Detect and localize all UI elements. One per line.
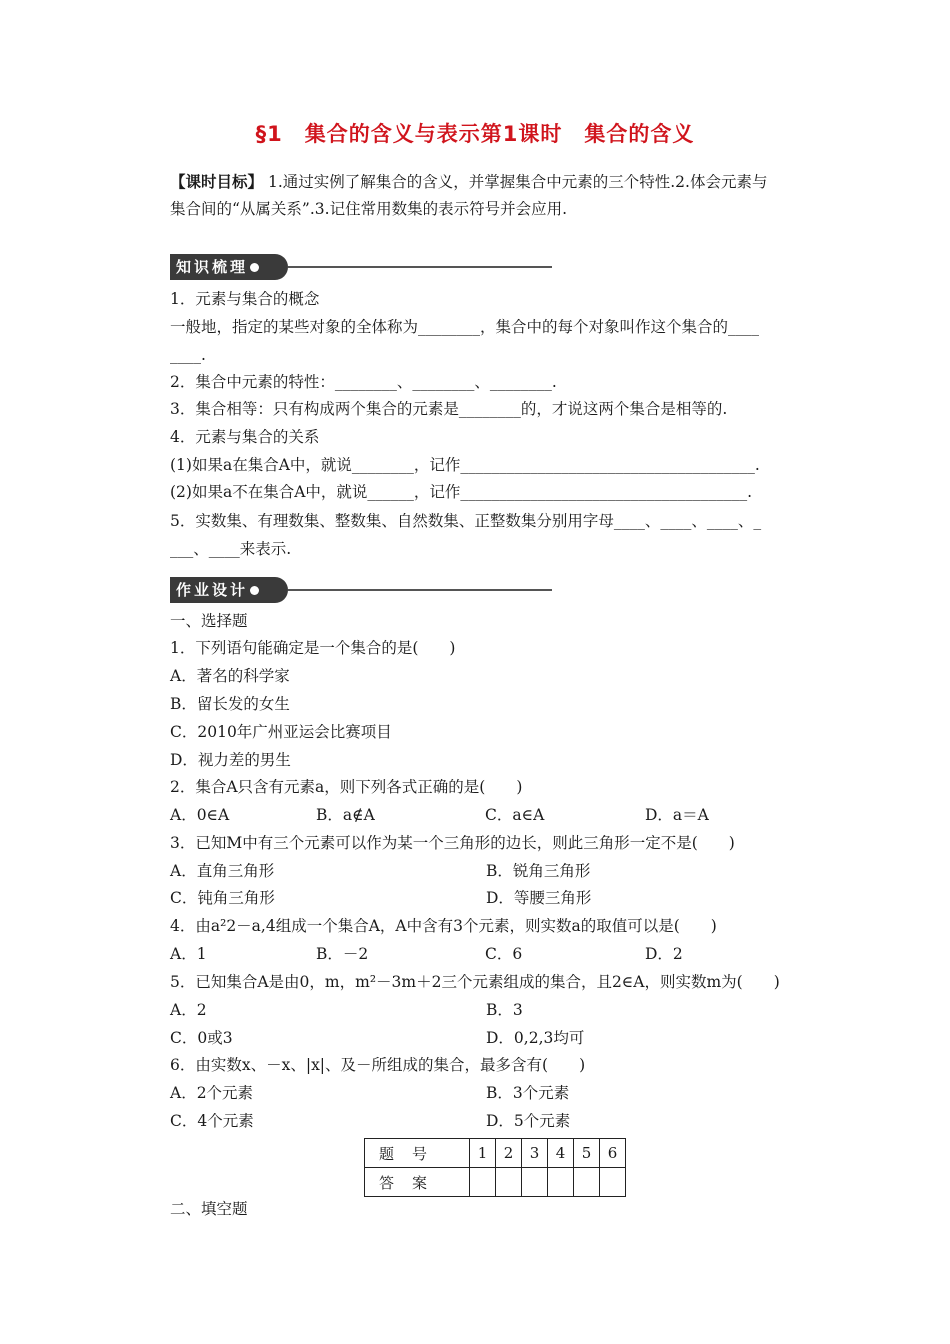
question-5: 5．已知集合A是由0，m，m²－3m＋2三个元素组成的集合，且2∈A，则实数m为( ) [170,973,780,991]
knowledge-line-10: ___、____来表示. [170,540,292,558]
q3-option-d: D．等腰三角形 [486,889,592,907]
q1-option-c: C．2010年广州亚运会比赛项目 [170,723,392,741]
q5-option-b: B．3 [486,1001,523,1019]
goals-line-1 [170,172,767,192]
banner-tab [170,577,288,603]
answer-cell-5[interactable] [574,1168,600,1197]
table-cell-number: 1 [470,1139,496,1168]
question-3: 3．已知M中有三个元素可以作为某一个三角形的边长，则此三角形一定不是( ) [170,834,735,852]
q5-option-a: A．2 [170,1001,207,1019]
q6-option-c: C．4个元素 [170,1112,254,1130]
q1-option-b: B．留长发的女生 [170,695,290,713]
table-cell-number: 6 [600,1139,626,1168]
q4-option-d: D．2 [645,945,683,963]
table-cell-number: 5 [574,1139,600,1168]
q4-option-c: C．6 [485,945,523,963]
q6-option-b: B．3个元素 [486,1084,570,1102]
knowledge-line-4: 2．集合中元素的特性：________、________、________. [170,373,557,391]
answer-cell-1[interactable] [470,1168,496,1197]
q6-option-d: D．5个元素 [486,1112,571,1130]
section-banner-homework [170,577,552,603]
question-2: 2．集合A只含有元素a，则下列各式正确的是( ) [170,778,523,796]
table-row [365,1168,626,1197]
question-4: 4．由a²2－a,4组成一个集合A，A中含有3个元素，则实数a的取值可以是( ) [170,917,717,935]
knowledge-line-9: 5．实数集、有理数集、整数集、自然数集、正整数集分别用字母____、____、____、_ [170,512,762,530]
q3-option-b: B．锐角三角形 [486,862,591,880]
knowledge-line-1: 1．元素与集合的概念 [170,290,320,308]
table-cell-number: 2 [496,1139,522,1168]
goals-text-1: 1.通过实例了解集合的含义，并掌握集合中元素的三个特性.2.体会元素与 [267,173,768,191]
dot-icon [250,586,259,595]
q1-option-a: A．著名的科学家 [170,667,290,685]
q4-option-b: B．－2 [316,945,369,963]
banner-rule [288,589,552,591]
answer-cell-3[interactable] [522,1168,548,1197]
banner-label: 知识梳理 [176,258,249,276]
answer-table [364,1138,626,1197]
knowledge-line-6: 4．元素与集合的关系 [170,428,320,446]
knowledge-line-3: ____. [170,346,206,364]
question-1: 1．下列语句能确定是一个集合的是( ) [170,639,456,657]
q4-option-a: A．1 [170,945,207,963]
table-head-question: 题号 [365,1139,470,1168]
banner-tab [170,254,288,280]
page-title: §1 集合的含义与表示第1课时 集合的含义 [255,122,695,146]
heading-choice: 一、选择题 [170,612,248,630]
q2-option-c: C．a∈A [485,806,545,824]
dot-icon [250,263,259,272]
q1-option-d: D．视力差的男生 [170,751,291,769]
answer-cell-2[interactable] [496,1168,522,1197]
q5-option-d: D．0,2,3均可 [486,1029,585,1047]
table-cell-number: 4 [548,1139,574,1168]
q3-option-a: A．直角三角形 [170,862,275,880]
banner-label: 作业设计 [176,581,249,599]
table-cell-number: 3 [522,1139,548,1168]
q2-option-a: A．0∈A [170,806,230,824]
heading-fill-blank: 二、填空题 [170,1200,248,1218]
answer-cell-4[interactable] [548,1168,574,1197]
goals-line-2: 集合间的“从属关系”.3.记住常用数集的表示符号并会应用. [170,200,567,218]
banner-rule [288,266,552,268]
section-banner-knowledge [170,254,552,280]
goals-label: 【课时目标】 [170,173,264,191]
question-6: 6．由实数x、－x、|x|、及－所组成的集合，最多含有( ) [170,1056,586,1074]
q5-option-c: C．0或3 [170,1029,233,1047]
table-head-answer: 答案 [365,1168,470,1197]
q3-option-c: C．钝角三角形 [170,889,275,907]
table-row [365,1139,626,1168]
knowledge-line-7: (1)如果a在集合A中，就说________，记作______________________________________. [170,456,760,474]
answer-cell-6[interactable] [600,1168,626,1197]
knowledge-line-8: (2)如果a不在集合A中，就说______，记作_____________________________________. [170,483,753,501]
q2-option-d: D．a＝A [645,806,709,824]
q6-option-a: A．2个元素 [170,1084,254,1102]
knowledge-line-5: 3．集合相等：只有构成两个集合的元素是________的，才说这两个集合是相等的. [170,400,728,418]
q2-option-b: B．a∉A [316,806,375,824]
knowledge-line-2: 一般地，指定的某些对象的全体称为________，集合中的每个对象叫作这个集合的____ [170,318,760,336]
